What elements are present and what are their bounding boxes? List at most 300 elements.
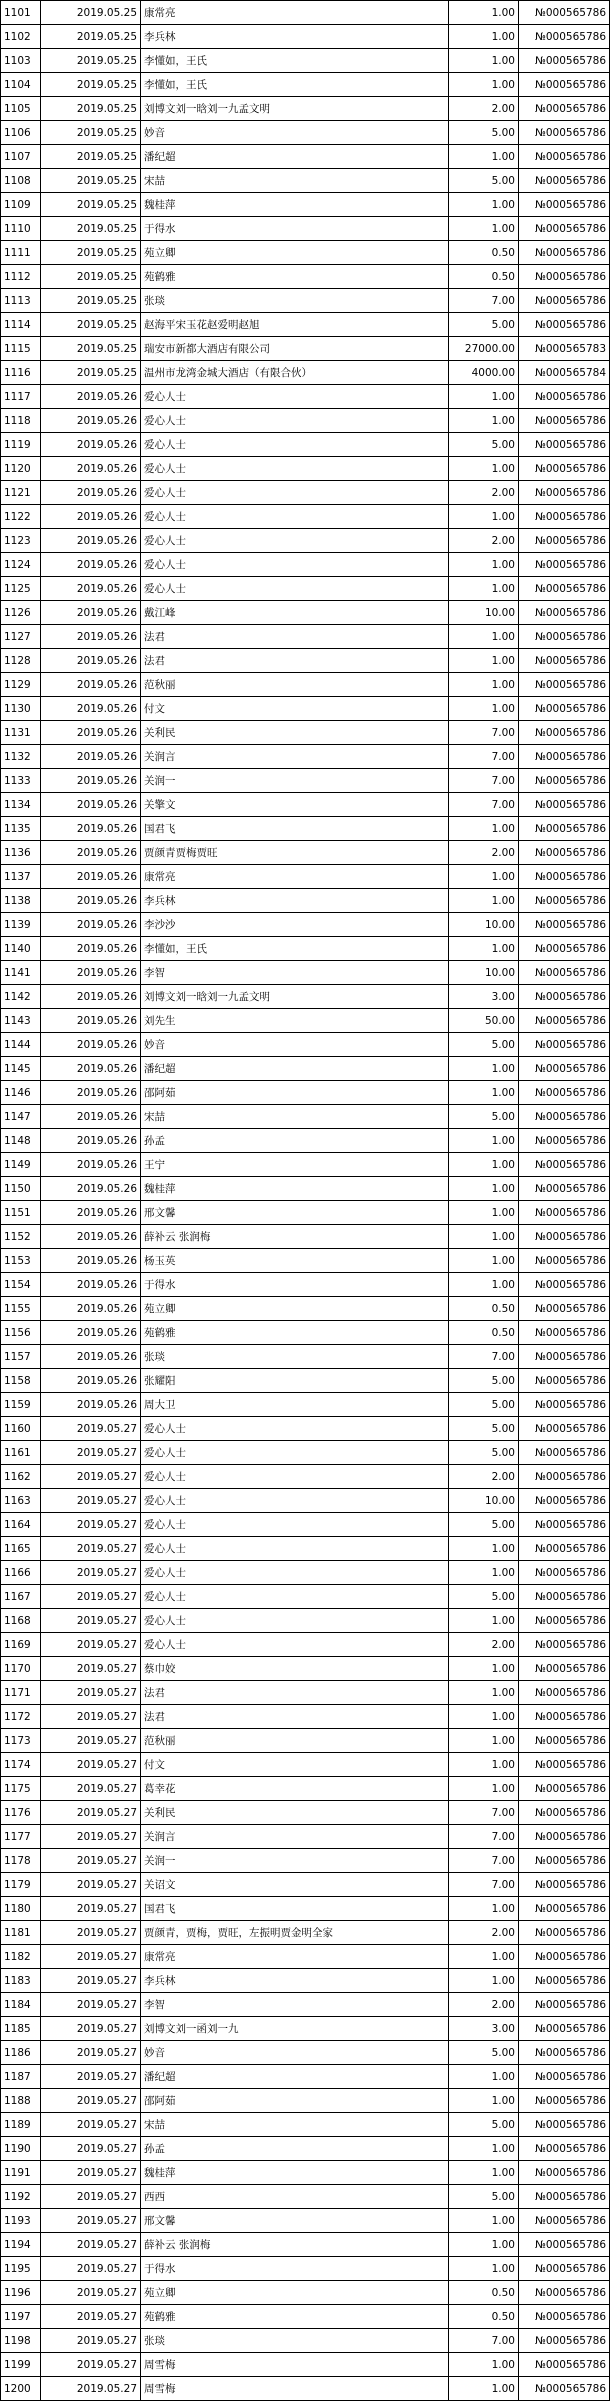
- serial-number-cell: 1116: [1, 361, 41, 385]
- table-row: [1, 1393, 610, 1417]
- date-cell: 2019.05.26: [41, 577, 141, 601]
- amount-cell: 1.00: [449, 1225, 519, 1249]
- amount-cell: 7.00: [449, 769, 519, 793]
- table-row: [1, 265, 610, 289]
- receipt-number-cell: №000565786: [519, 1681, 610, 1705]
- table-row: [1, 2161, 610, 2185]
- date-cell: 2019.05.26: [41, 1273, 141, 1297]
- date-cell: 2019.05.25: [41, 217, 141, 241]
- receipt-number-cell: №000565786: [519, 1, 610, 25]
- amount-cell: 0.50: [449, 1297, 519, 1321]
- serial-number-cell: 1157: [1, 1345, 41, 1369]
- serial-number-cell: 1113: [1, 289, 41, 313]
- receipt-number-cell: №000565786: [519, 1081, 610, 1105]
- table-row: [1, 2281, 610, 2305]
- receipt-number-cell: №000565786: [519, 1753, 610, 1777]
- receipt-number-cell: №000565786: [519, 985, 610, 1009]
- table-row: [1, 1225, 610, 1249]
- amount-cell: 0.50: [449, 2281, 519, 2305]
- receipt-number-cell: №000565786: [519, 1849, 610, 1873]
- receipt-number-cell: №000565786: [519, 1729, 610, 1753]
- amount-cell: 1.00: [449, 2209, 519, 2233]
- date-cell: 2019.05.27: [41, 2233, 141, 2257]
- receipt-number-cell: №000565786: [519, 1993, 610, 2017]
- donor-name-cell: 爱心人士: [141, 1441, 449, 1465]
- donor-name-cell: 爱心人士: [141, 529, 449, 553]
- donor-name-cell: 张琰: [141, 1345, 449, 1369]
- serial-number-cell: 1152: [1, 1225, 41, 1249]
- date-cell: 2019.05.27: [41, 2041, 141, 2065]
- donor-name-cell: 张琰: [141, 2329, 449, 2353]
- receipt-number-cell: №000565786: [519, 1129, 610, 1153]
- table-row: [1, 1513, 610, 1537]
- donor-name-cell: 法君: [141, 1705, 449, 1729]
- serial-number-cell: 1167: [1, 1585, 41, 1609]
- receipt-number-cell: №000565786: [519, 2065, 610, 2089]
- table-row: [1, 481, 610, 505]
- receipt-number-cell: №000565786: [519, 1369, 610, 1393]
- amount-cell: 10.00: [449, 1489, 519, 1513]
- receipt-number-cell: №000565786: [519, 529, 610, 553]
- table-row: [1, 73, 610, 97]
- date-cell: 2019.05.26: [41, 1009, 141, 1033]
- table-row: [1, 2065, 610, 2089]
- donor-name-cell: 爱心人士: [141, 457, 449, 481]
- receipt-number-cell: №000565786: [519, 1057, 610, 1081]
- receipt-number-cell: №000565786: [519, 1969, 610, 1993]
- table-row: [1, 673, 610, 697]
- table-row: [1, 529, 610, 553]
- amount-cell: 5.00: [449, 313, 519, 337]
- table-row: [1, 745, 610, 769]
- table-row: [1, 193, 610, 217]
- receipt-number-cell: №000565786: [519, 601, 610, 625]
- serial-number-cell: 1184: [1, 1993, 41, 2017]
- receipt-number-cell: №000565786: [519, 1345, 610, 1369]
- serial-number-cell: 1166: [1, 1561, 41, 1585]
- date-cell: 2019.05.25: [41, 265, 141, 289]
- donor-name-cell: 关利民: [141, 721, 449, 745]
- serial-number-cell: 1135: [1, 817, 41, 841]
- serial-number-cell: 1161: [1, 1441, 41, 1465]
- serial-number-cell: 1190: [1, 2137, 41, 2161]
- serial-number-cell: 1197: [1, 2305, 41, 2329]
- amount-cell: 1.00: [449, 1153, 519, 1177]
- donor-name-cell: 刘博文刘一函刘一九: [141, 2017, 449, 2041]
- donor-name-cell: 爱心人士: [141, 1465, 449, 1489]
- date-cell: 2019.05.27: [41, 2305, 141, 2329]
- receipt-number-cell: №000565786: [519, 1177, 610, 1201]
- receipt-number-cell: №000565786: [519, 409, 610, 433]
- serial-number-cell: 1198: [1, 2329, 41, 2353]
- donor-name-cell: 爱心人士: [141, 1513, 449, 1537]
- table-row: [1, 649, 610, 673]
- serial-number-cell: 1114: [1, 313, 41, 337]
- receipt-number-cell: №000565786: [519, 2305, 610, 2329]
- receipt-number-cell: №000565786: [519, 2281, 610, 2305]
- date-cell: 2019.05.27: [41, 1705, 141, 1729]
- table-row: [1, 913, 610, 937]
- date-cell: 2019.05.26: [41, 673, 141, 697]
- receipt-number-cell: №000565786: [519, 865, 610, 889]
- date-cell: 2019.05.26: [41, 457, 141, 481]
- table-row: [1, 1561, 610, 1585]
- receipt-number-cell: №000565786: [519, 97, 610, 121]
- serial-number-cell: 1102: [1, 25, 41, 49]
- date-cell: 2019.05.27: [41, 2185, 141, 2209]
- donor-name-cell: 李沙沙: [141, 913, 449, 937]
- donor-name-cell: 国君飞: [141, 1897, 449, 1921]
- serial-number-cell: 1160: [1, 1417, 41, 1441]
- date-cell: 2019.05.27: [41, 2257, 141, 2281]
- donor-name-cell: 苑鹤雅: [141, 2305, 449, 2329]
- receipt-number-cell: №000565783: [519, 337, 610, 361]
- date-cell: 2019.05.26: [41, 1153, 141, 1177]
- amount-cell: 0.50: [449, 241, 519, 265]
- table-row: [1, 1, 610, 25]
- serial-number-cell: 1199: [1, 2353, 41, 2377]
- donor-name-cell: 蔡巾姣: [141, 1657, 449, 1681]
- donor-name-cell: 周大卫: [141, 1393, 449, 1417]
- receipt-number-cell: №000565786: [519, 2209, 610, 2233]
- donor-name-cell: 爱心人士: [141, 577, 449, 601]
- serial-number-cell: 1132: [1, 745, 41, 769]
- date-cell: 2019.05.26: [41, 433, 141, 457]
- donor-name-cell: 关利民: [141, 1801, 449, 1825]
- receipt-number-cell: №000565786: [519, 193, 610, 217]
- amount-cell: 1.00: [449, 409, 519, 433]
- date-cell: 2019.05.27: [41, 1873, 141, 1897]
- donor-name-cell: 于得水: [141, 2257, 449, 2281]
- date-cell: 2019.05.26: [41, 553, 141, 577]
- date-cell: 2019.05.25: [41, 1, 141, 25]
- date-cell: 2019.05.26: [41, 889, 141, 913]
- donor-name-cell: 薛补云 张润梅: [141, 2233, 449, 2257]
- date-cell: 2019.05.27: [41, 1849, 141, 1873]
- table-row: [1, 289, 610, 313]
- date-cell: 2019.05.26: [41, 481, 141, 505]
- date-cell: 2019.05.25: [41, 289, 141, 313]
- table-row: [1, 1417, 610, 1441]
- date-cell: 2019.05.27: [41, 1801, 141, 1825]
- amount-cell: 1.00: [449, 553, 519, 577]
- serial-number-cell: 1124: [1, 553, 41, 577]
- amount-cell: 1.00: [449, 217, 519, 241]
- serial-number-cell: 1151: [1, 1201, 41, 1225]
- receipt-number-cell: №000565786: [519, 1153, 610, 1177]
- receipt-number-cell: №000565786: [519, 2377, 610, 2401]
- table-row: [1, 625, 610, 649]
- receipt-number-cell: №000565786: [519, 1033, 610, 1057]
- table-row: [1, 2305, 610, 2329]
- receipt-number-cell: №000565786: [519, 1249, 610, 1273]
- table-row: [1, 2113, 610, 2137]
- date-cell: 2019.05.26: [41, 385, 141, 409]
- serial-number-cell: 1143: [1, 1009, 41, 1033]
- date-cell: 2019.05.25: [41, 49, 141, 73]
- serial-number-cell: 1159: [1, 1393, 41, 1417]
- date-cell: 2019.05.27: [41, 1513, 141, 1537]
- serial-number-cell: 1141: [1, 961, 41, 985]
- amount-cell: 1.00: [449, 1753, 519, 1777]
- amount-cell: 1.00: [449, 889, 519, 913]
- amount-cell: 1.00: [449, 1273, 519, 1297]
- date-cell: 2019.05.25: [41, 73, 141, 97]
- donor-name-cell: 魏桂萍: [141, 1177, 449, 1201]
- table-row: [1, 601, 610, 625]
- donor-name-cell: 妙音: [141, 2041, 449, 2065]
- amount-cell: 7.00: [449, 289, 519, 313]
- donor-name-cell: 爱心人士: [141, 1561, 449, 1585]
- serial-number-cell: 1196: [1, 2281, 41, 2305]
- date-cell: 2019.05.26: [41, 913, 141, 937]
- receipt-number-cell: №000565786: [519, 1417, 610, 1441]
- donor-name-cell: 邢文馨: [141, 2209, 449, 2233]
- donor-name-cell: 爱心人士: [141, 1417, 449, 1441]
- table-row: [1, 1129, 610, 1153]
- serial-number-cell: 1155: [1, 1297, 41, 1321]
- donor-name-cell: 关润一: [141, 1849, 449, 1873]
- receipt-number-cell: №000565786: [519, 1633, 610, 1657]
- amount-cell: 50.00: [449, 1009, 519, 1033]
- amount-cell: 1.00: [449, 49, 519, 73]
- donor-name-cell: 爱心人士: [141, 409, 449, 433]
- donor-name-cell: 张耀阳: [141, 1369, 449, 1393]
- table-row: [1, 1537, 610, 1561]
- amount-cell: 1.00: [449, 673, 519, 697]
- amount-cell: 2.00: [449, 841, 519, 865]
- receipt-number-cell: №000565786: [519, 2041, 610, 2065]
- date-cell: 2019.05.27: [41, 1417, 141, 1441]
- serial-number-cell: 1163: [1, 1489, 41, 1513]
- donor-name-cell: 邢文馨: [141, 1201, 449, 1225]
- table-row: [1, 1969, 610, 1993]
- table-row: [1, 697, 610, 721]
- table-row: [1, 409, 610, 433]
- table-row: [1, 2185, 610, 2209]
- serial-number-cell: 1127: [1, 625, 41, 649]
- amount-cell: 2.00: [449, 97, 519, 121]
- amount-cell: 7.00: [449, 1825, 519, 1849]
- serial-number-cell: 1146: [1, 1081, 41, 1105]
- table-row: [1, 1873, 610, 1897]
- donor-name-cell: 爱心人士: [141, 433, 449, 457]
- receipt-number-cell: №000565786: [519, 577, 610, 601]
- serial-number-cell: 1149: [1, 1153, 41, 1177]
- serial-number-cell: 1129: [1, 673, 41, 697]
- amount-cell: 2.00: [449, 529, 519, 553]
- date-cell: 2019.05.26: [41, 745, 141, 769]
- serial-number-cell: 1171: [1, 1681, 41, 1705]
- table-row: [1, 1825, 610, 1849]
- receipt-number-cell: №000565784: [519, 361, 610, 385]
- date-cell: 2019.05.27: [41, 1537, 141, 1561]
- receipt-number-cell: №000565786: [519, 49, 610, 73]
- donor-name-cell: 关擎文: [141, 793, 449, 817]
- receipt-number-cell: №000565786: [519, 889, 610, 913]
- serial-number-cell: 1133: [1, 769, 41, 793]
- receipt-number-cell: №000565786: [519, 769, 610, 793]
- amount-cell: 2.00: [449, 1633, 519, 1657]
- date-cell: 2019.05.27: [41, 1633, 141, 1657]
- donor-name-cell: 妙音: [141, 1033, 449, 1057]
- table-row: [1, 457, 610, 481]
- date-cell: 2019.05.27: [41, 2209, 141, 2233]
- amount-cell: 5.00: [449, 1393, 519, 1417]
- receipt-number-cell: №000565786: [519, 2353, 610, 2377]
- date-cell: 2019.05.27: [41, 1657, 141, 1681]
- table-row: [1, 985, 610, 1009]
- table-row: [1, 1729, 610, 1753]
- amount-cell: 4000.00: [449, 361, 519, 385]
- amount-cell: 1.00: [449, 1777, 519, 1801]
- donor-name-cell: 温州市龙湾金城大酒店（有限合伙）: [141, 361, 449, 385]
- serial-number-cell: 1122: [1, 505, 41, 529]
- amount-cell: 1.00: [449, 2089, 519, 2113]
- table-row: [1, 1105, 610, 1129]
- serial-number-cell: 1183: [1, 1969, 41, 1993]
- serial-number-cell: 1130: [1, 697, 41, 721]
- donor-name-cell: 潘纪超: [141, 145, 449, 169]
- table-row: [1, 1585, 610, 1609]
- date-cell: 2019.05.26: [41, 937, 141, 961]
- receipt-number-cell: №000565786: [519, 481, 610, 505]
- amount-cell: 5.00: [449, 1441, 519, 1465]
- receipt-number-cell: №000565786: [519, 1465, 610, 1489]
- donor-name-cell: 爱心人士: [141, 1537, 449, 1561]
- date-cell: 2019.05.27: [41, 1585, 141, 1609]
- date-cell: 2019.05.26: [41, 625, 141, 649]
- date-cell: 2019.05.27: [41, 2017, 141, 2041]
- table-row: [1, 337, 610, 361]
- serial-number-cell: 1125: [1, 577, 41, 601]
- receipt-number-cell: №000565786: [519, 2257, 610, 2281]
- table-row: [1, 25, 610, 49]
- serial-number-cell: 1128: [1, 649, 41, 673]
- amount-cell: 7.00: [449, 1873, 519, 1897]
- table-row: [1, 2041, 610, 2065]
- table-row: [1, 2329, 610, 2353]
- receipt-number-cell: №000565786: [519, 1393, 610, 1417]
- serial-number-cell: 1187: [1, 2065, 41, 2089]
- date-cell: 2019.05.27: [41, 1897, 141, 1921]
- serial-number-cell: 1150: [1, 1177, 41, 1201]
- amount-cell: 5.00: [449, 169, 519, 193]
- table-row: [1, 721, 610, 745]
- donor-name-cell: 李智: [141, 961, 449, 985]
- amount-cell: 5.00: [449, 433, 519, 457]
- receipt-number-cell: №000565786: [519, 1657, 610, 1681]
- date-cell: 2019.05.27: [41, 1945, 141, 1969]
- donor-name-cell: 孙孟: [141, 1129, 449, 1153]
- table-row: [1, 1897, 610, 1921]
- date-cell: 2019.05.26: [41, 1201, 141, 1225]
- serial-number-cell: 1176: [1, 1801, 41, 1825]
- amount-cell: 5.00: [449, 2113, 519, 2137]
- table-row: [1, 1753, 610, 1777]
- date-cell: 2019.05.27: [41, 1681, 141, 1705]
- date-cell: 2019.05.26: [41, 697, 141, 721]
- donor-name-cell: 贾颜青贾梅贾旺: [141, 841, 449, 865]
- date-cell: 2019.05.27: [41, 1561, 141, 1585]
- receipt-number-cell: №000565786: [519, 1873, 610, 1897]
- serial-number-cell: 1178: [1, 1849, 41, 1873]
- receipt-number-cell: №000565786: [519, 1009, 610, 1033]
- donor-name-cell: 孙孟: [141, 2137, 449, 2161]
- donor-name-cell: 苑立卿: [141, 241, 449, 265]
- donor-name-cell: 爱心人士: [141, 1609, 449, 1633]
- donor-name-cell: 爱心人士: [141, 505, 449, 529]
- donor-name-cell: 爱心人士: [141, 481, 449, 505]
- table-row: [1, 1945, 610, 1969]
- date-cell: 2019.05.27: [41, 2281, 141, 2305]
- receipt-number-cell: №000565786: [519, 2137, 610, 2161]
- date-cell: 2019.05.26: [41, 841, 141, 865]
- table-row: [1, 2377, 610, 2401]
- donor-name-cell: 西西: [141, 2185, 449, 2209]
- serial-number-cell: 1195: [1, 2257, 41, 2281]
- date-cell: 2019.05.27: [41, 2161, 141, 2185]
- receipt-number-cell: №000565786: [519, 937, 610, 961]
- receipt-number-cell: №000565786: [519, 649, 610, 673]
- serial-number-cell: 1173: [1, 1729, 41, 1753]
- donor-name-cell: 法君: [141, 1681, 449, 1705]
- amount-cell: 1.00: [449, 193, 519, 217]
- amount-cell: 0.50: [449, 265, 519, 289]
- serial-number-cell: 1180: [1, 1897, 41, 1921]
- donor-name-cell: 付文: [141, 1753, 449, 1777]
- donor-name-cell: 贾颜青，贾梅，贾旺，左振明贾金明全家: [141, 1921, 449, 1945]
- receipt-number-cell: №000565786: [519, 841, 610, 865]
- table-row: [1, 49, 610, 73]
- receipt-number-cell: №000565786: [519, 1273, 610, 1297]
- serial-number-cell: 1137: [1, 865, 41, 889]
- receipt-number-cell: №000565786: [519, 1705, 610, 1729]
- table-row: [1, 361, 610, 385]
- date-cell: 2019.05.26: [41, 1177, 141, 1201]
- donor-name-cell: 爱心人士: [141, 385, 449, 409]
- serial-number-cell: 1168: [1, 1609, 41, 1633]
- table-row: [1, 841, 610, 865]
- donor-name-cell: 潘纪超: [141, 2065, 449, 2089]
- amount-cell: 7.00: [449, 1849, 519, 1873]
- receipt-number-cell: №000565786: [519, 145, 610, 169]
- date-cell: 2019.05.26: [41, 1345, 141, 1369]
- serial-number-cell: 1188: [1, 2089, 41, 2113]
- amount-cell: 5.00: [449, 1585, 519, 1609]
- table-row: [1, 793, 610, 817]
- table-row: [1, 385, 610, 409]
- table-row: [1, 1201, 610, 1225]
- donor-name-cell: 潘纪超: [141, 1057, 449, 1081]
- serial-number-cell: 1174: [1, 1753, 41, 1777]
- amount-cell: 5.00: [449, 2185, 519, 2209]
- table-row: [1, 1297, 610, 1321]
- serial-number-cell: 1120: [1, 457, 41, 481]
- date-cell: 2019.05.26: [41, 409, 141, 433]
- table-row: [1, 1057, 610, 1081]
- serial-number-cell: 1153: [1, 1249, 41, 1273]
- amount-cell: 27000.00: [449, 337, 519, 361]
- donor-name-cell: 宋喆: [141, 169, 449, 193]
- table-row: [1, 1993, 610, 2017]
- table-row: [1, 1801, 610, 1825]
- amount-cell: 1.00: [449, 1081, 519, 1105]
- date-cell: 2019.05.25: [41, 25, 141, 49]
- donor-name-cell: 李兵林: [141, 25, 449, 49]
- table-row: [1, 1609, 610, 1633]
- table-row: [1, 1369, 610, 1393]
